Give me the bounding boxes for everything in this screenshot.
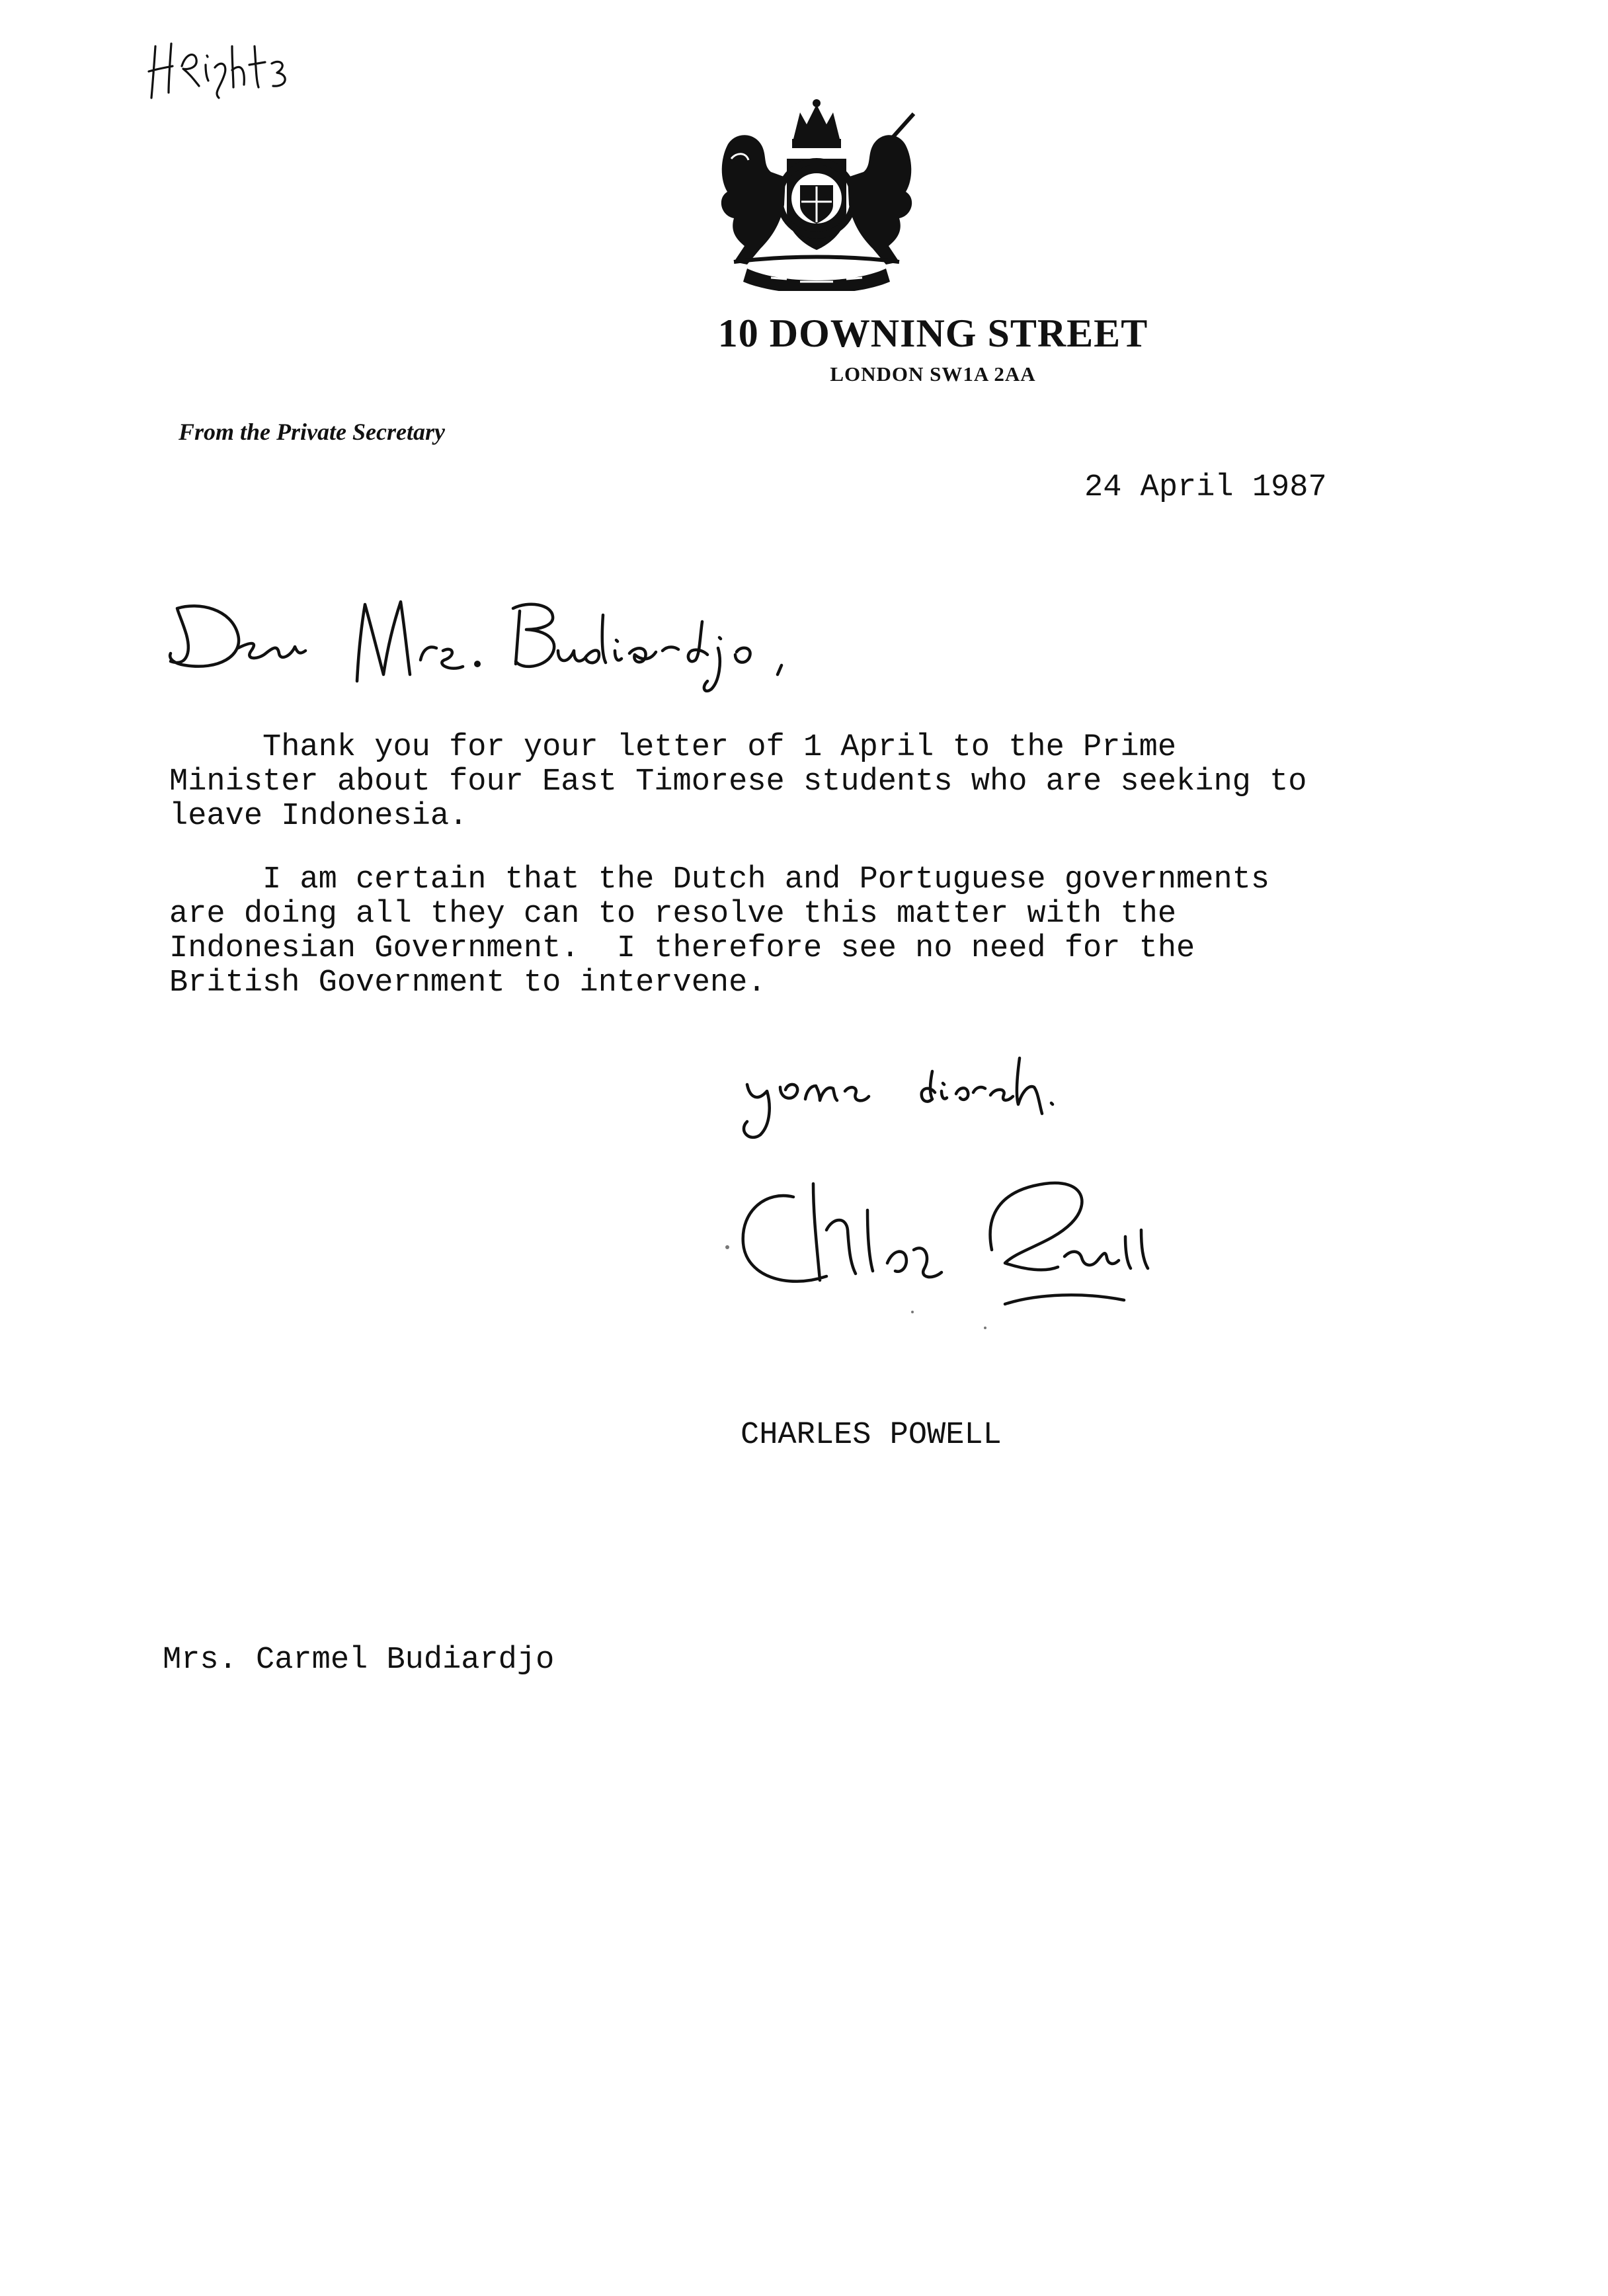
body-paragraph-2: I am certain that the Dutch and Portuguese governments are doing all they can to resolve this matter with the Indonesian Government. I therefore see no need for the British Government to intervene. bbox=[169, 862, 1270, 1001]
letter-date: 24 April 1987 bbox=[1084, 470, 1327, 505]
signatory-name: CHARLES POWELL bbox=[741, 1418, 1002, 1453]
body-paragraph-1: Thank you for your letter of 1 April to the Prime Minister about four East Timorese students who are seeking to leave Indonesia. bbox=[169, 730, 1307, 834]
royal-coat-of-arms-icon bbox=[707, 99, 926, 291]
handwritten-closing bbox=[734, 1045, 1223, 1144]
address-subtitle: LONDON SW1A 2AA bbox=[830, 362, 1036, 386]
signature bbox=[714, 1151, 1309, 1349]
handwritten-salutation bbox=[159, 582, 820, 701]
recipient-name: Mrs. Carmel Budiardjo bbox=[163, 1643, 555, 1678]
address-title: 10 DOWNING STREET bbox=[717, 311, 1148, 355]
from-line: From the Private Secretary bbox=[179, 419, 445, 445]
handwritten-annotation bbox=[142, 26, 301, 106]
